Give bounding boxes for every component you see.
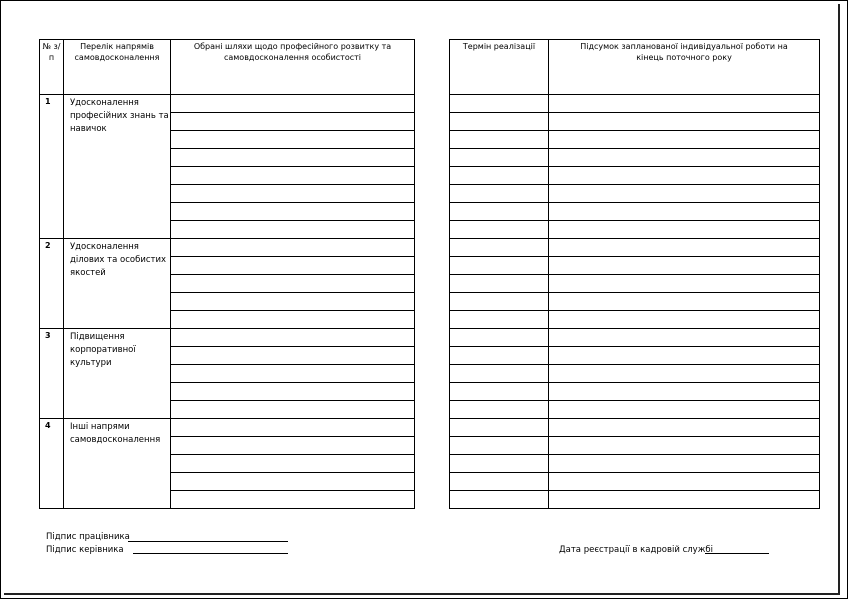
table-row	[40, 239, 415, 257]
table-row	[450, 311, 820, 329]
table-row	[450, 365, 820, 383]
ways-cell[interactable]	[171, 473, 415, 491]
table-row	[450, 167, 820, 185]
table-row	[450, 131, 820, 149]
summary-cell[interactable]	[549, 221, 820, 239]
term-cell[interactable]	[450, 203, 549, 221]
term-cell[interactable]	[450, 419, 549, 437]
table-row	[450, 95, 820, 113]
term-cell[interactable]	[450, 473, 549, 491]
ways-cell[interactable]	[171, 419, 415, 437]
ways-cell[interactable]	[171, 311, 415, 329]
term-cell[interactable]	[450, 221, 549, 239]
summary-cell[interactable]	[549, 473, 820, 491]
summary-cell[interactable]	[549, 113, 820, 131]
ways-cell[interactable]	[171, 365, 415, 383]
term-cell[interactable]	[450, 401, 549, 419]
term-cell[interactable]	[450, 293, 549, 311]
summary-cell[interactable]	[549, 401, 820, 419]
table-row	[40, 329, 415, 347]
table-row	[450, 239, 820, 257]
term-cell[interactable]	[450, 239, 549, 257]
summary-cell[interactable]	[549, 275, 820, 293]
manager-signature-line[interactable]	[133, 553, 288, 554]
ways-cell[interactable]	[171, 257, 415, 275]
ways-cell[interactable]	[171, 239, 415, 257]
term-cell[interactable]	[450, 149, 549, 167]
term-cell[interactable]	[450, 257, 549, 275]
table-row	[450, 455, 820, 473]
summary-cell[interactable]	[549, 347, 820, 365]
ways-cell[interactable]	[171, 383, 415, 401]
ways-cell[interactable]	[171, 221, 415, 239]
table-row	[450, 203, 820, 221]
page-shadow-right	[838, 4, 840, 595]
summary-cell[interactable]	[549, 257, 820, 275]
term-cell[interactable]	[450, 365, 549, 383]
summary-cell[interactable]	[549, 365, 820, 383]
summary-cell[interactable]	[549, 293, 820, 311]
section-title: Удосконалення професійних знань та навичок	[64, 95, 171, 239]
summary-cell[interactable]	[549, 185, 820, 203]
section-number: 1	[40, 95, 64, 239]
ways-cell[interactable]	[171, 329, 415, 347]
table-row	[450, 221, 820, 239]
table-row	[450, 473, 820, 491]
ways-cell[interactable]	[171, 113, 415, 131]
term-cell[interactable]	[450, 131, 549, 149]
header-number: № з/п	[40, 40, 64, 95]
term-cell[interactable]	[450, 347, 549, 365]
ways-cell[interactable]	[171, 203, 415, 221]
table-row	[450, 383, 820, 401]
section-number: 3	[40, 329, 64, 419]
table-row	[40, 95, 415, 113]
term-cell[interactable]	[450, 491, 549, 509]
self-development-table	[39, 39, 415, 509]
summary-cell[interactable]	[549, 149, 820, 167]
term-cell[interactable]	[450, 311, 549, 329]
table-row	[450, 275, 820, 293]
table-row	[450, 419, 820, 437]
table-row	[450, 149, 820, 167]
table-row	[450, 347, 820, 365]
summary-cell[interactable]	[549, 455, 820, 473]
term-cell[interactable]	[450, 329, 549, 347]
term-cell[interactable]	[450, 113, 549, 131]
table-row	[450, 437, 820, 455]
ways-cell[interactable]	[171, 401, 415, 419]
ways-cell[interactable]	[171, 437, 415, 455]
header-term: Термін реалізації	[450, 40, 549, 95]
ways-cell[interactable]	[171, 491, 415, 509]
summary-table	[449, 39, 820, 509]
table-row	[450, 113, 820, 131]
ways-cell[interactable]	[171, 95, 415, 113]
term-cell[interactable]	[450, 437, 549, 455]
summary-cell[interactable]	[549, 329, 820, 347]
header-directions: Перелік напрямів самовдосконалення	[64, 40, 171, 95]
ways-cell[interactable]	[171, 275, 415, 293]
section-title: Підвищення корпоративної культури	[64, 329, 171, 419]
ways-cell[interactable]	[171, 167, 415, 185]
summary-cell[interactable]	[549, 131, 820, 149]
ways-cell[interactable]	[171, 131, 415, 149]
table-row	[40, 419, 415, 437]
manager-signature-label: Підпис керівника	[46, 545, 124, 555]
table-row	[450, 329, 820, 347]
ways-cell[interactable]	[171, 293, 415, 311]
registration-date-line[interactable]	[705, 553, 769, 554]
table-row	[450, 185, 820, 203]
table-row	[450, 401, 820, 419]
page-shadow-bottom	[4, 593, 840, 595]
term-cell[interactable]	[450, 275, 549, 293]
summary-cell[interactable]	[549, 203, 820, 221]
ways-cell[interactable]	[171, 185, 415, 203]
term-cell[interactable]	[450, 185, 549, 203]
term-cell[interactable]	[450, 95, 549, 113]
section-title: Інші напрями самовдосконалення	[64, 419, 171, 509]
summary-cell[interactable]	[549, 491, 820, 509]
header-ways: Обрані шляхи щодо професійного розвитку та самовдосконалення особистості	[171, 40, 415, 95]
ways-cell[interactable]	[171, 347, 415, 365]
summary-cell[interactable]	[549, 239, 820, 257]
summary-cell[interactable]	[549, 437, 820, 455]
term-cell[interactable]	[450, 167, 549, 185]
summary-cell[interactable]	[549, 311, 820, 329]
registration-date-label: Дата реєстрації в кадровій службі	[559, 545, 713, 555]
table-row	[450, 491, 820, 509]
term-cell[interactable]	[450, 455, 549, 473]
section-title: Удосконалення ділових та особистих якостей	[64, 239, 171, 329]
header-summary: Підсумок запланованої індивідуальної роботи на кінець поточного року	[549, 40, 820, 95]
summary-cell[interactable]	[549, 383, 820, 401]
table-row	[450, 293, 820, 311]
ways-cell[interactable]	[171, 455, 415, 473]
section-number: 2	[40, 239, 64, 329]
term-cell[interactable]	[450, 383, 549, 401]
summary-cell[interactable]	[549, 95, 820, 113]
summary-cell[interactable]	[549, 419, 820, 437]
employee-signature-line[interactable]	[128, 541, 288, 542]
summary-cell[interactable]	[549, 167, 820, 185]
table-row	[450, 257, 820, 275]
ways-cell[interactable]	[171, 149, 415, 167]
employee-signature-label: Підпис працівника	[46, 532, 130, 542]
section-number: 4	[40, 419, 64, 509]
